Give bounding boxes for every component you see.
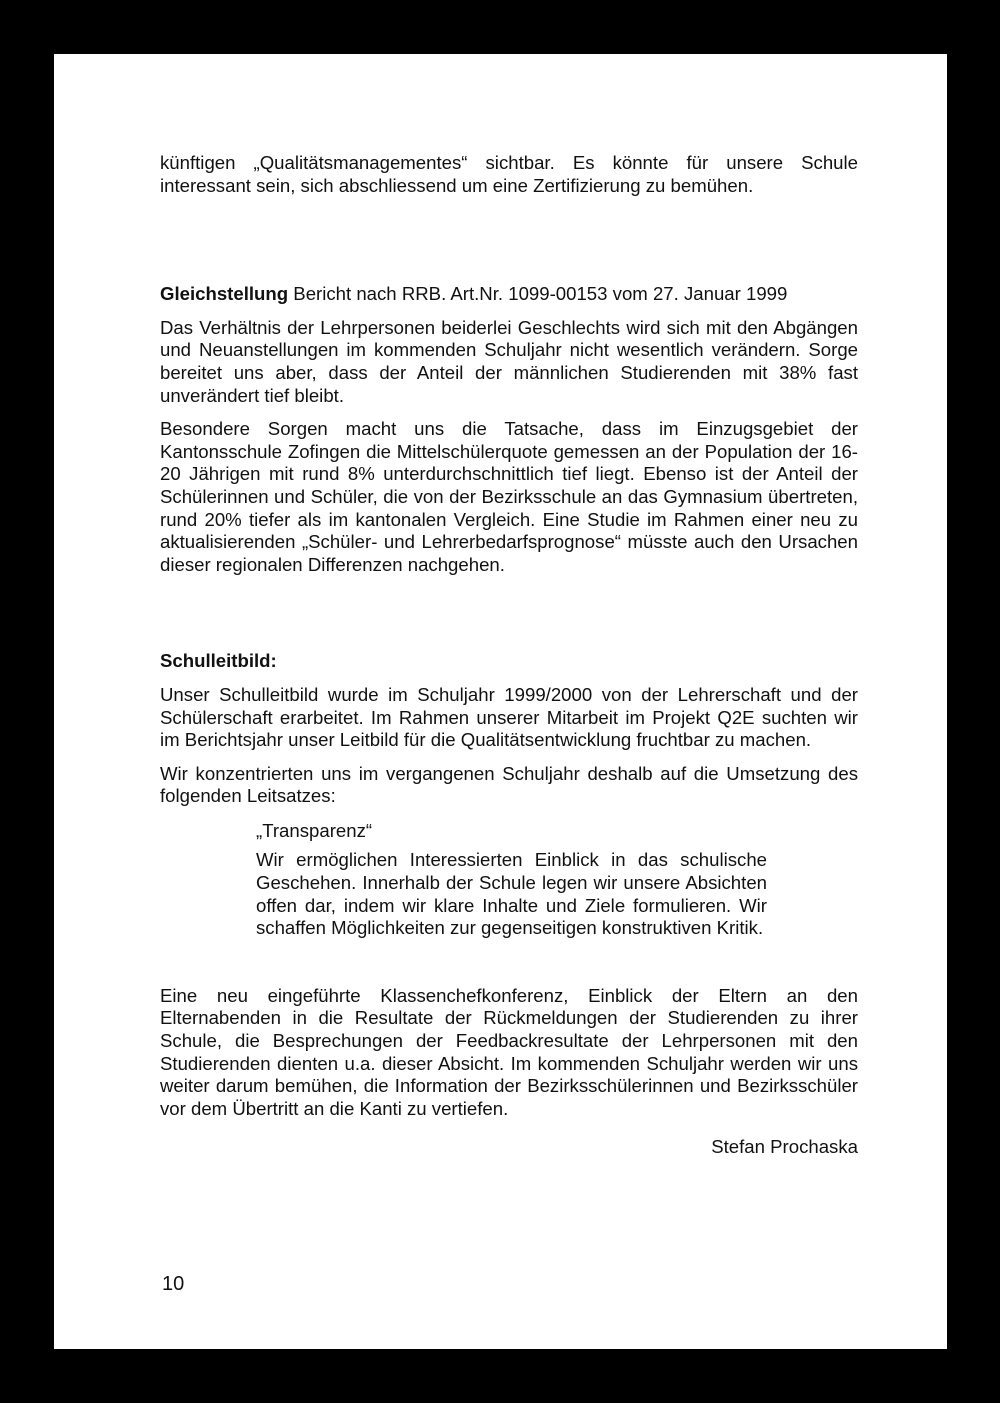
page-number: 10 [162,1273,185,1295]
signature: Stefan Prochaska [711,1136,858,1158]
quote-title: „Transparenz“ [256,819,373,841]
quote-text: Wir ermöglichen Interessierten Einblick in das schulische Geschehen. Innerhalb der Schule legen wir unsere Absichten offen dar, indem wir klare Inhalte und Ziele formulieren. Wir schaffen Möglichkeiten zur gegenseitigen konstruktiven Kritik. [256,849,767,939]
document-page [54,54,947,1349]
gleichstellung-paragraph: Besondere Sorgen macht uns die Tatsache, dass im Einzugsgebiet der Kantonsschule Zofingen die Mittelschülerquote gemessen an der Population der 16-20 Jährigen mit rund 8% unterdurchschnittlich tief liegt. Ebenso ist der Anteil der Schülerinnen und Schüler, die von der Bezirksschule an das Gymnasium übertreten, rund 20% tiefer als im kantonalen Vergleich. Eine Studie im Rahmen einer neu zu aktualisierenden „Schüler- und Lehrerbedarfsprognose“ müsste auch den Ursachen dieser regionalen Differenzen nachgehen. [160,418,858,575]
leitsatz-quote [256,820,767,940]
gleichstellung-heading-line [160,283,858,306]
schulleitbild-heading: Schulleitbild: [160,650,277,672]
schulleitbild-paragraph: Unser Schulleitbild wurde im Schuljahr 1999/2000 von der Lehrerschaft und der Schülerschaft erarbeitet. Im Rahmen unserer Mitarbeit im Projekt Q2E suchten wir im Berichtsjahr unser Leitbild für die Qualitätsentwicklung fruchtbar zu machen. [160,683,858,751]
gleichstellung-subheading: Bericht nach RRB. Art.Nr. 1099-00153 vom 27. Januar 1999 [293,283,788,305]
gleichstellung-paragraph: Das Verhältnis der Lehrpersonen beiderlei Geschlechts wird sich mit den Abgängen und Neuanstellungen im kommenden Schuljahr nicht wesentlich verändern. Sorge bereitet uns aber, dass der Anteil der männlichen Studierenden mit 38% fast unverändert tief bleibt. [160,316,858,406]
gleichstellung-heading: Gleichstellung [160,283,289,305]
schulleitbild-paragraph: Wir konzentrierten uns im vergangenen Schuljahr deshalb auf die Umsetzung des folgenden Leitsatzes: [160,762,858,807]
page-content [160,152,858,1159]
closing-paragraph: Eine neu eingeführte Klassenchefkonferenz, Einblick der Eltern an den Elternabenden in die Resultate der Rückmeldungen der Studierenden zu ihrer Schule, die Besprechungen der Feedbackresultate der Lehrpersonen mit den Studierenden dienten u.a. dieser Absicht. Im kommenden Schuljahr werden wir uns weiter darum bemühen, die Information der Bezirksschülerinnen und Bezirksschüler vor dem Übertritt an die Kanti zu vertiefen. [160,984,858,1119]
intro-paragraph: künftigen „Qualitätsmanagementes“ sichtbar. Es könnte für unsere Schule interessant sein, sich abschliessend um eine Zertifizierung zu bemühen. [160,152,858,196]
